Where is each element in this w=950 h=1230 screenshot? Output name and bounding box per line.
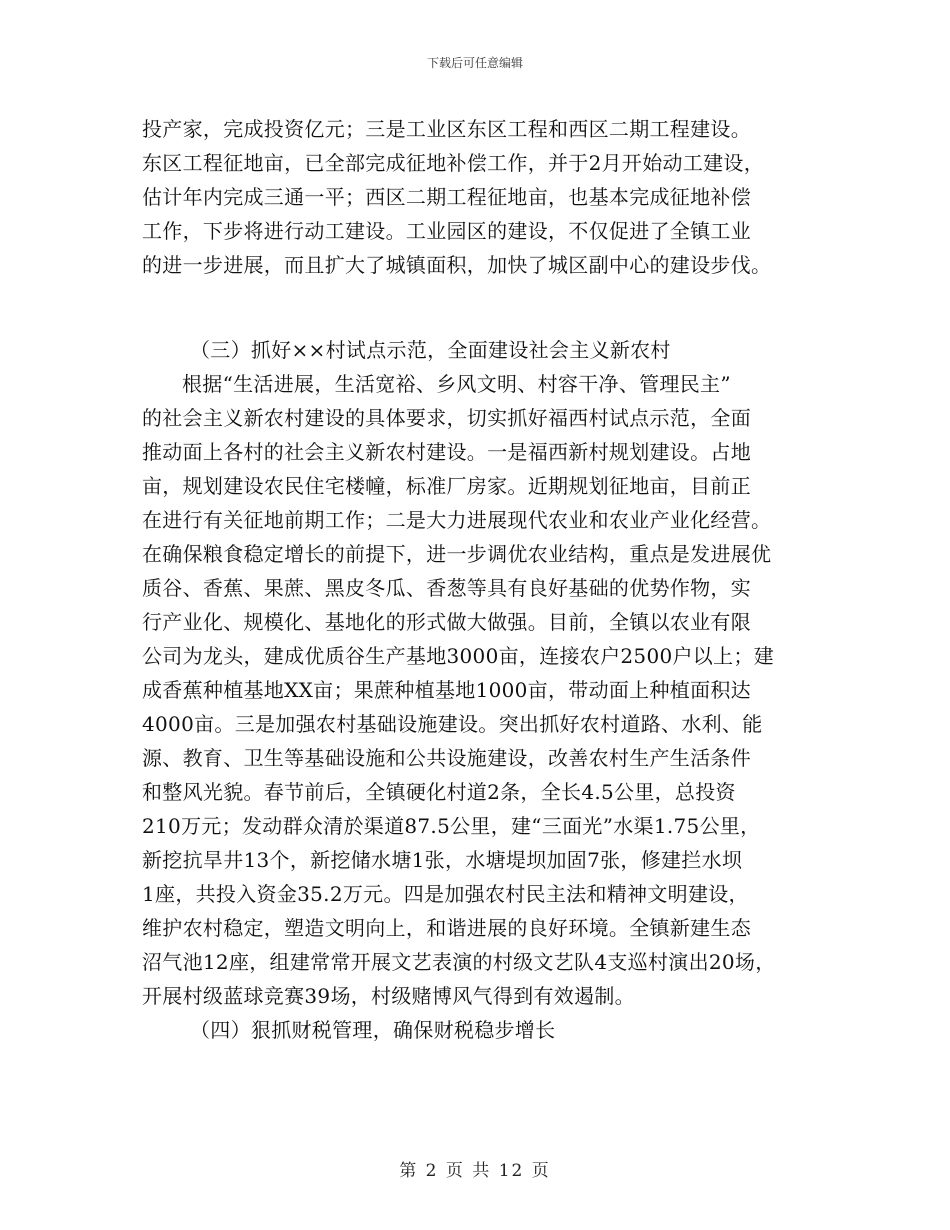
text-line: 亩，规划建设农民住宅楼幢，标准厂房家。近期规划征地亩，目前正: [142, 474, 751, 498]
page-number: 第 2 页 共 12 页: [399, 1161, 551, 1181]
text-line: 投产家，完成投资亿元；三是工业区东区工程和西区二期工程建设。: [142, 117, 751, 141]
text-line: 推动面上各村的社会主义新农村建设。一是福西新村规划建设。占地: [142, 440, 751, 464]
text-line: 源、教育、卫生等基础设施和公共设施建设，改善农村生产生活条件: [142, 746, 751, 770]
text-line: 沼气池12座，组建常常开展文艺表演的村级文艺队4支巡村演出20场，: [142, 950, 776, 974]
text-line: 成香蕉种植基地XX亩；果蔗种植基地1000亩，带动面上种植面积达: [142, 678, 751, 702]
text-line: 公司为龙头，建成优质谷生产基地3000亩，连接农户2500户以上；建: [142, 644, 774, 668]
page-header-note: 下载后可任意编辑: [426, 56, 523, 70]
text-line: 的社会主义新农村建设的具体要求，切实抓好福西村试点示范，全面: [142, 406, 751, 430]
text-line: 210万元；发动群众清於渠道87.5公里，建“三面光”水渠1.75公里，: [142, 814, 761, 838]
section-heading: （四）狠抓财税管理，确保财税稳步增长: [190, 1018, 556, 1042]
text-line: 新挖抗旱井13个，新挖储水塘1张，水塘堤坝加固7张，修建拦水坝: [142, 848, 743, 872]
text-line: 开展村级蓝球竞赛39场，村级赌博风气得到有效遏制。: [142, 984, 635, 1008]
paragraph-industrial-zone: [142, 112, 832, 282]
text-line: 的进一步进展，而且扩大了城镇面积，加快了城区副中心的建设步伐。: [142, 253, 772, 277]
text-line: 质谷、香蕉、果蔗、黑皮冬瓜、香葱等具有良好基础的优势作物，实: [142, 576, 751, 600]
section-3: [142, 333, 832, 1047]
text-line: 根据“生活进展，生活宽裕、乡风文明、村容干净、管理民主”: [182, 372, 731, 396]
text-line: 在进行有关征地前期工作；二是大力进展现代农业和农业产业化经营。: [142, 508, 772, 532]
text-line: 东区工程征地亩，已全部完成征地补偿工作，并于2月开始动工建设，: [142, 151, 765, 175]
text-line: 和整风光貌。春节前后，全镇硬化村道2条，全长4.5公里，总投资: [142, 780, 736, 804]
text-line: 工作，下步将进行动工建设。工业园区的建设，不仅促进了全镇工业: [142, 219, 751, 243]
text-line: 4000亩。三是加强农村基础设施建设。突出抓好农村道路、水利、能: [142, 712, 763, 736]
text-line: 1座，共投入资金35.2万元。四是加强农村民主法和精神文明建设，: [142, 882, 749, 906]
section-heading: （三）抓好××村试点示范，全面建设社会主义新农村: [190, 338, 671, 362]
text-line: 维护农村稳定，塑造文明向上，和谐进展的良好环境。全镇新建生态: [142, 916, 751, 940]
text-line: 在确保粮食稳定增长的前提下，进一步调优农业结构，重点是发进展优: [142, 542, 772, 566]
text-line: 行产业化、规模化、基地化的形式做大做强。目前，全镇以农业有限: [142, 610, 751, 634]
text-line: 估计年内完成三通一平；西区二期工程征地亩，也基本完成征地补偿: [142, 185, 751, 209]
